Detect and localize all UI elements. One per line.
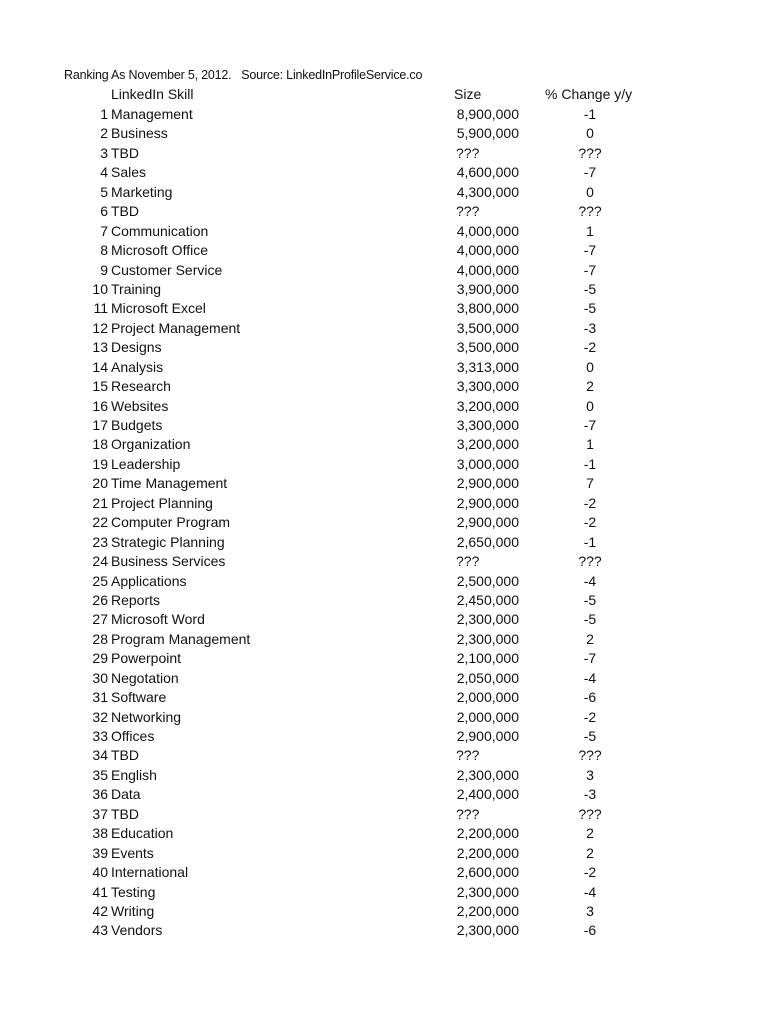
change-cell: 0 bbox=[586, 125, 594, 142]
size-cell: 2,200,000 bbox=[456, 844, 519, 861]
rank-cell: 6 bbox=[100, 203, 108, 220]
skill-cell: Training bbox=[111, 280, 162, 297]
size-cell: 2,650,000 bbox=[456, 533, 519, 550]
source-caption: Ranking As November 5, 2012. Source: LinkedInProfileService.co bbox=[64, 68, 423, 82]
table-row bbox=[0, 474, 768, 493]
skill-cell: Applications bbox=[111, 572, 187, 589]
rank-cell: 15 bbox=[92, 378, 108, 395]
change-cell: -5 bbox=[583, 280, 597, 297]
rank-cell: 31 bbox=[92, 689, 108, 706]
size-cell: ??? bbox=[456, 805, 480, 822]
skill-cell: English bbox=[111, 766, 157, 783]
size-cell: 2,200,000 bbox=[456, 825, 519, 842]
table-row bbox=[0, 241, 768, 260]
skill-cell: Microsoft Excel bbox=[111, 300, 206, 317]
rank-cell: 42 bbox=[92, 902, 108, 919]
change-cell: -2 bbox=[583, 339, 597, 356]
rank-cell: 30 bbox=[92, 669, 108, 686]
rank-cell: 19 bbox=[92, 455, 108, 472]
table-row bbox=[0, 338, 768, 357]
size-cell: 8,900,000 bbox=[456, 106, 519, 122]
change-cell: 3 bbox=[586, 902, 594, 919]
table-row bbox=[0, 455, 768, 474]
rank-cell: 16 bbox=[92, 397, 108, 414]
change-cell: -7 bbox=[583, 650, 597, 667]
size-cell: 3,900,000 bbox=[456, 280, 519, 297]
skill-cell: Microsoft Office bbox=[111, 242, 208, 259]
table-row bbox=[0, 805, 768, 824]
size-cell: 2,300,000 bbox=[456, 922, 519, 939]
size-cell: 2,400,000 bbox=[456, 786, 519, 803]
change-cell: ??? bbox=[578, 553, 602, 570]
size-cell: ??? bbox=[456, 553, 480, 570]
rank-cell: 28 bbox=[92, 630, 108, 647]
table-row bbox=[0, 222, 768, 241]
size-cell: 2,900,000 bbox=[456, 514, 519, 531]
size-cell: 2,300,000 bbox=[456, 766, 519, 783]
change-cell: 3 bbox=[586, 766, 594, 783]
skill-cell: Communication bbox=[111, 222, 209, 239]
table-row bbox=[0, 494, 768, 513]
change-cell: 0 bbox=[586, 358, 594, 375]
size-cell: 3,500,000 bbox=[456, 319, 519, 336]
table-row bbox=[0, 591, 768, 610]
rank-cell: 41 bbox=[92, 883, 108, 900]
rank-cell: 17 bbox=[92, 417, 108, 433]
size-cell: 2,300,000 bbox=[456, 611, 519, 628]
change-cell: 2 bbox=[586, 378, 594, 395]
table-row bbox=[0, 824, 768, 843]
size-cell: 2,300,000 bbox=[456, 883, 519, 900]
table-row bbox=[0, 844, 768, 863]
rank-cell: 11 bbox=[93, 300, 108, 317]
size-cell: 2,050,000 bbox=[456, 669, 519, 686]
change-cell: -5 bbox=[583, 591, 597, 608]
table-row bbox=[0, 377, 768, 396]
size-cell: 4,000,000 bbox=[456, 261, 519, 278]
skill-cell: Analysis bbox=[111, 358, 164, 375]
change-cell: 2 bbox=[586, 844, 594, 861]
size-cell: ??? bbox=[456, 203, 480, 220]
skill-cell: Networking bbox=[111, 708, 182, 725]
skill-cell: Negotation bbox=[111, 669, 179, 686]
size-cell: 2,500,000 bbox=[456, 572, 519, 589]
size-cell: 2,000,000 bbox=[456, 689, 519, 706]
rank-cell: 39 bbox=[92, 844, 108, 861]
size-cell: 3,200,000 bbox=[456, 397, 519, 414]
table-row bbox=[0, 688, 768, 707]
skill-cell: Computer Program bbox=[111, 514, 231, 531]
change-cell: 2 bbox=[586, 825, 594, 842]
table-row bbox=[0, 163, 768, 182]
table-row bbox=[0, 533, 768, 552]
size-cell: ??? bbox=[456, 747, 480, 764]
table-row bbox=[0, 883, 768, 902]
skill-cell: Time Management bbox=[111, 475, 228, 492]
table-row bbox=[0, 785, 768, 804]
table-row bbox=[0, 261, 768, 280]
skill-cell: Data bbox=[111, 786, 141, 803]
change-cell: -3 bbox=[583, 786, 597, 803]
table-row bbox=[0, 863, 768, 882]
rank-cell: 38 bbox=[92, 825, 108, 842]
rank-cell: 43 bbox=[92, 922, 108, 939]
header-skill: LinkedIn Skill bbox=[111, 86, 194, 102]
rank-cell: 12 bbox=[92, 319, 108, 336]
rank-cell: 35 bbox=[92, 766, 108, 783]
size-cell: 3,200,000 bbox=[456, 436, 519, 453]
size-cell: 5,900,000 bbox=[456, 125, 519, 142]
skill-cell: Education bbox=[111, 825, 174, 842]
change-cell: -7 bbox=[583, 164, 597, 181]
table-row bbox=[0, 552, 768, 571]
change-cell: -4 bbox=[583, 669, 597, 686]
size-cell: ??? bbox=[456, 144, 480, 161]
skill-cell: Research bbox=[111, 378, 171, 395]
change-cell: ??? bbox=[578, 805, 602, 822]
change-cell: -1 bbox=[583, 106, 597, 122]
size-cell: 4,300,000 bbox=[456, 183, 519, 200]
change-cell: -6 bbox=[583, 922, 597, 939]
change-cell: -6 bbox=[583, 689, 597, 706]
size-cell: 2,900,000 bbox=[456, 728, 519, 744]
rank-cell: 32 bbox=[92, 708, 108, 725]
skill-cell: Powerpoint bbox=[111, 650, 182, 667]
skill-cell: TBD bbox=[111, 805, 139, 822]
table-row bbox=[0, 727, 768, 746]
size-cell: 3,500,000 bbox=[456, 339, 519, 356]
table-row bbox=[0, 610, 768, 629]
size-cell: 4,000,000 bbox=[456, 242, 519, 259]
change-cell: 0 bbox=[586, 397, 594, 414]
size-cell: 4,600,000 bbox=[456, 164, 519, 181]
size-cell: 2,600,000 bbox=[456, 864, 519, 881]
table-header bbox=[0, 86, 768, 105]
skill-cell: Project Planning bbox=[111, 494, 213, 511]
change-cell: -7 bbox=[583, 261, 597, 278]
table-row bbox=[0, 766, 768, 785]
skill-cell: Leadership bbox=[111, 455, 181, 472]
change-cell: -1 bbox=[583, 533, 597, 550]
change-cell: -4 bbox=[583, 572, 597, 589]
rank-cell: 27 bbox=[92, 611, 108, 628]
skill-cell: Program Management bbox=[111, 630, 251, 647]
size-cell: 3,300,000 bbox=[456, 378, 519, 395]
table-row bbox=[0, 649, 768, 668]
change-cell: 2 bbox=[586, 630, 594, 647]
skill-cell: Business bbox=[111, 125, 168, 142]
skill-cell: TBD bbox=[111, 144, 139, 161]
change-cell: ??? bbox=[578, 747, 602, 764]
skill-cell: Events bbox=[111, 844, 154, 861]
table-row bbox=[0, 630, 768, 649]
skill-cell: International bbox=[111, 864, 189, 881]
table-row bbox=[0, 416, 768, 435]
rank-cell: 40 bbox=[92, 864, 108, 881]
change-cell: -5 bbox=[583, 611, 597, 628]
change-cell: -2 bbox=[583, 514, 597, 531]
size-cell: 2,300,000 bbox=[456, 630, 519, 647]
skill-cell: Writing bbox=[111, 902, 155, 919]
change-cell: -2 bbox=[583, 494, 597, 511]
change-cell: -3 bbox=[583, 319, 597, 336]
size-cell: 2,900,000 bbox=[456, 494, 519, 511]
skill-cell: TBD bbox=[111, 747, 139, 764]
rank-cell: 37 bbox=[92, 805, 108, 822]
table-row bbox=[0, 183, 768, 202]
table-row bbox=[0, 299, 768, 318]
skill-cell: Marketing bbox=[111, 183, 173, 200]
rank-cell: 18 bbox=[92, 436, 108, 453]
rank-cell: 3 bbox=[100, 144, 108, 161]
rank-cell: 21 bbox=[92, 494, 108, 511]
table-row bbox=[0, 669, 768, 688]
change-cell: -7 bbox=[583, 417, 597, 433]
size-cell: 3,300,000 bbox=[456, 417, 519, 433]
rank-cell: 4 bbox=[100, 164, 108, 181]
change-cell: -1 bbox=[583, 455, 597, 472]
change-cell: -2 bbox=[583, 864, 597, 881]
change-cell: 1 bbox=[586, 222, 594, 239]
skill-cell: Strategic Planning bbox=[111, 533, 225, 550]
size-cell: 2,450,000 bbox=[456, 591, 519, 608]
table-row bbox=[0, 105, 768, 124]
rank-cell: 24 bbox=[92, 553, 108, 570]
rank-cell: 25 bbox=[92, 572, 108, 589]
rank-cell: 33 bbox=[92, 728, 108, 744]
skill-cell: Sales bbox=[111, 164, 147, 181]
change-cell: -5 bbox=[583, 300, 597, 317]
rank-cell: 8 bbox=[100, 242, 108, 259]
table-row bbox=[0, 746, 768, 765]
header-change: % Change y/y bbox=[545, 86, 633, 102]
rank-cell: 22 bbox=[92, 514, 108, 531]
rank-cell: 36 bbox=[92, 786, 108, 803]
skill-cell: TBD bbox=[111, 203, 139, 220]
skill-cell: Designs bbox=[111, 339, 162, 356]
change-cell: ??? bbox=[578, 203, 602, 220]
change-cell: ??? bbox=[578, 144, 602, 161]
rank-cell: 20 bbox=[92, 475, 108, 492]
size-cell: 2,200,000 bbox=[456, 902, 519, 919]
skill-cell: Testing bbox=[111, 883, 156, 900]
rank-cell: 14 bbox=[92, 358, 108, 375]
table-row bbox=[0, 572, 768, 591]
rank-cell: 34 bbox=[92, 747, 108, 764]
rank-cell: 1 bbox=[100, 106, 108, 122]
rank-cell: 5 bbox=[100, 183, 108, 200]
change-cell: -5 bbox=[583, 728, 597, 744]
table-row bbox=[0, 513, 768, 532]
size-cell: 3,313,000 bbox=[456, 358, 519, 375]
skill-cell: Project Management bbox=[111, 319, 241, 336]
rank-cell: 23 bbox=[92, 533, 108, 550]
table-row bbox=[0, 124, 768, 143]
skill-cell: Software bbox=[111, 689, 167, 706]
skill-cell: Management bbox=[111, 106, 193, 122]
rank-cell: 10 bbox=[92, 280, 108, 297]
table-row bbox=[0, 902, 768, 921]
change-cell: 7 bbox=[586, 475, 594, 492]
skill-cell: Websites bbox=[111, 397, 169, 414]
table-row bbox=[0, 319, 768, 338]
skill-cell: Organization bbox=[111, 436, 191, 453]
skill-cell: Customer Service bbox=[111, 261, 223, 278]
table-row bbox=[0, 202, 768, 221]
skill-cell: Vendors bbox=[111, 922, 163, 939]
table-row bbox=[0, 708, 768, 727]
rank-cell: 9 bbox=[100, 261, 108, 278]
size-cell: 3,800,000 bbox=[456, 300, 519, 317]
size-cell: 2,000,000 bbox=[456, 708, 519, 725]
rank-cell: 2 bbox=[100, 125, 108, 142]
size-cell: 2,100,000 bbox=[456, 650, 519, 667]
header-size: Size bbox=[454, 86, 482, 102]
table-row bbox=[0, 144, 768, 163]
change-cell: 0 bbox=[586, 183, 594, 200]
change-cell: -2 bbox=[583, 708, 597, 725]
skill-cell: Offices bbox=[111, 728, 155, 744]
skills-table bbox=[0, 105, 768, 941]
rank-cell: 7 bbox=[100, 222, 108, 239]
table-row bbox=[0, 435, 768, 454]
size-cell: 2,900,000 bbox=[456, 475, 519, 492]
rank-cell: 26 bbox=[92, 591, 108, 608]
change-cell: 1 bbox=[586, 436, 594, 453]
rank-cell: 13 bbox=[92, 339, 108, 356]
change-cell: -7 bbox=[583, 242, 597, 259]
table-row bbox=[0, 358, 768, 377]
table-row bbox=[0, 921, 768, 940]
skill-cell: Reports bbox=[111, 591, 161, 608]
rank-cell: 29 bbox=[92, 650, 108, 667]
size-cell: 3,000,000 bbox=[456, 455, 519, 472]
size-cell: 4,000,000 bbox=[456, 222, 519, 239]
change-cell: -4 bbox=[583, 883, 597, 900]
skill-cell: Budgets bbox=[111, 417, 163, 433]
skill-cell: Business Services bbox=[111, 553, 226, 570]
skill-cell: Microsoft Word bbox=[111, 611, 205, 628]
table-row bbox=[0, 280, 768, 299]
table-row bbox=[0, 397, 768, 416]
